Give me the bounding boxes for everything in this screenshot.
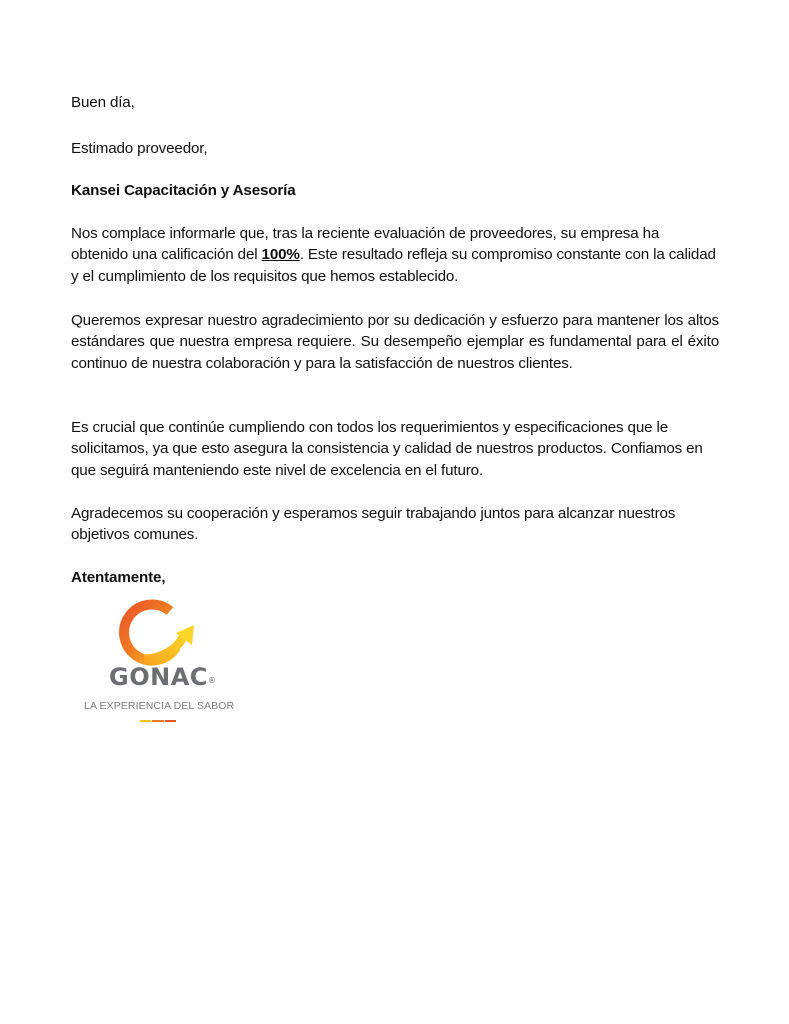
paragraph-cooperation: Agradecemos su cooperación y esperamos seguir trabajando juntos para alcanzar nuestros objetivos comunes. — [71, 505, 676, 544]
paragraph-gratitude: Queremos expresar nuestro agradecimiento por su dedicación y esfuerzo para mantener los altos estándares que nuestra empresa requiere. Su desempeño ejemplar es fundamental para el éxito continuo de nuestra colaboración y para la satisfacción de nuestros clientes. — [71, 312, 719, 372]
paragraph-evaluation-text-end: . Este resultado refleja su compromiso constante con la calidad y el cumplimiento de los requisitos que hemos establecido. — [71, 246, 716, 285]
gonac-logo — [82, 597, 234, 727]
recipient-name: Kansei Capacitación y Asesoría — [71, 182, 296, 199]
salutation: Estimado proveedor, — [71, 140, 208, 157]
brand-wordmark — [109, 663, 216, 691]
brand-tagline: LA EXPERIENCIA DEL SABOR — [84, 700, 235, 712]
bar-segment-red — [165, 720, 176, 722]
closing: Atentamente, — [71, 569, 166, 586]
gonac-g-arrow-icon — [82, 597, 234, 667]
bar-segment-orange — [152, 720, 163, 722]
greeting: Buen día, — [71, 94, 135, 111]
bar-segment-yellow — [140, 720, 151, 722]
score-highlight: 100% — [261, 246, 300, 264]
paragraph-evaluation-text: Nos complace informarle que, tras la reciente evaluación de proveedores, su empresa ha obtenido una calificación del — [71, 225, 660, 264]
paragraph-evaluation — [71, 223, 719, 287]
registered-mark: ® — [207, 676, 217, 685]
paragraph-requirements: Es crucial que continúe cumpliendo con todos los requerimientos y especificaciones que le solicitamos, ya que esto asegura la consistencia y calidad de nuestros productos. Confiamos en que seguirá manteniendo este nivel de excelencia en el futuro. — [71, 419, 703, 479]
tagline-color-bar — [140, 720, 176, 722]
brand-name: GONAC — [109, 663, 208, 691]
